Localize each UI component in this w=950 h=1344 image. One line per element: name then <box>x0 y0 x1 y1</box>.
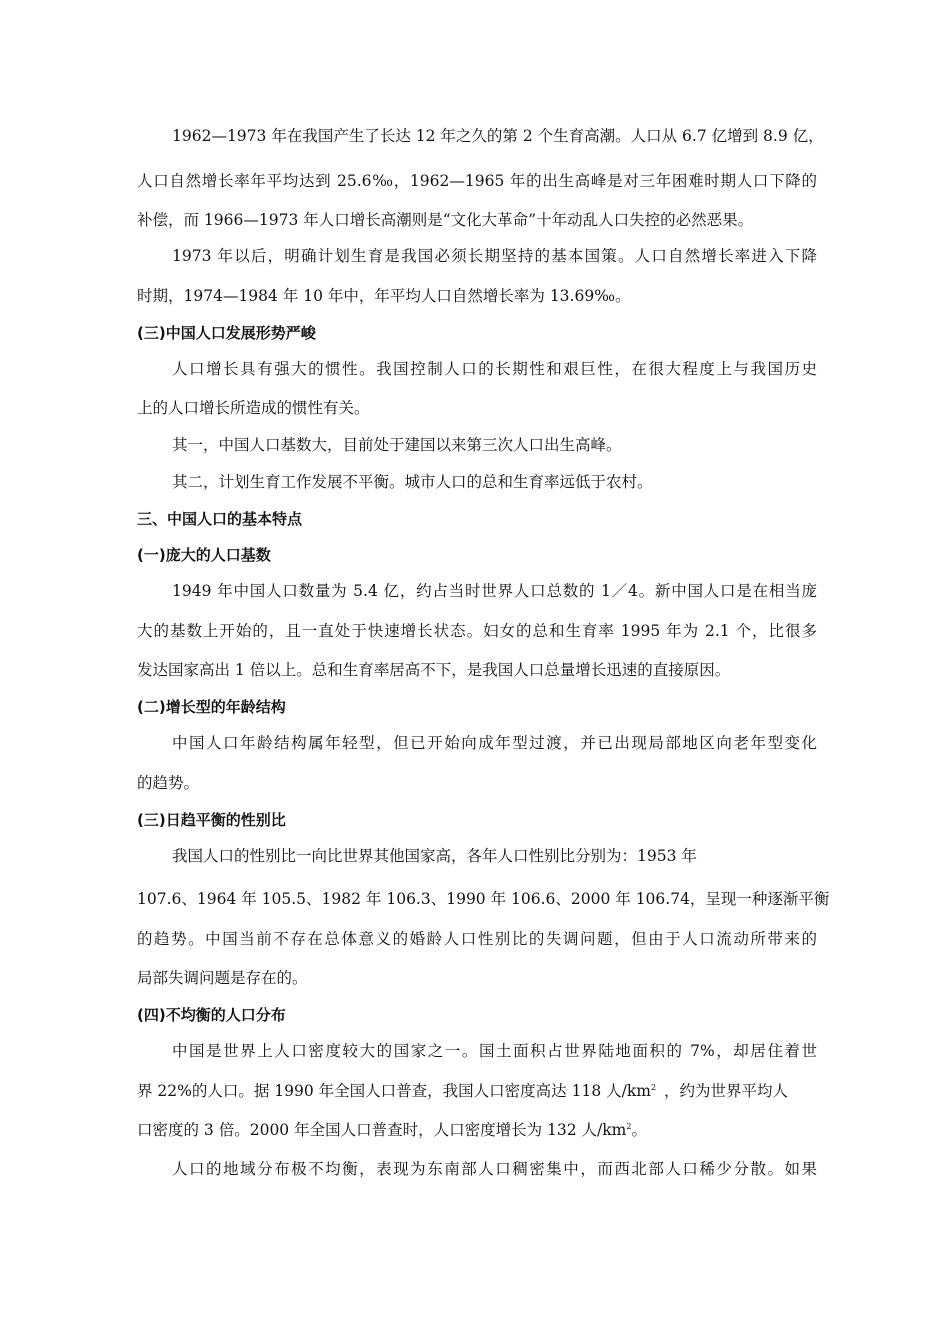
paragraph-7-line-1: 中国人口年龄结构属年轻型，但已开始向成年型过渡，并已出现局部地区向老年型变化 <box>172 734 817 752</box>
paragraph-2-line-2: 时期，1974—1984 年 10 年中，年平均人口自然增长率为 13.69‰。 <box>137 287 631 305</box>
paragraph-9-line-3-rest: 。 <box>631 1121 647 1139</box>
paragraph-3-line-2: 上的人口增长所造成的惯性有关。 <box>137 399 370 417</box>
superscript-square: 2 <box>626 1121 632 1131</box>
paragraph-9-line-1: 中国是世界上人口密度较大的国家之一。国土面积占世界陆地面积的 7%，却居住着世 <box>172 1042 817 1060</box>
heading-distribution: (四)不均衡的人口分布 <box>137 1006 286 1024</box>
paragraph-3-line-1: 人口增长具有强大的惯性。我国控制人口的长期性和艰巨性，在很大程度上与我国历史 <box>172 360 817 378</box>
paragraph-6-line-1: 1949 年中国人口数量为 5.4 亿，约占当时世界人口总数的 1／4。新中国人口是在相当庞 <box>172 582 817 600</box>
heading-sex-ratio: (三)日趋平衡的性别比 <box>137 811 286 829</box>
paragraph-8-line-1: 我国人口的性别比一向比世界其他国家高，各年人口性别比分别为：1953 年 <box>172 847 697 865</box>
superscript-square: 2 <box>650 1082 657 1092</box>
heading-population-base: (一)庞大的人口基数 <box>137 546 271 564</box>
paragraph-8-line-3: 的趋势。中国当前不存在总体意义的婚龄人口性别比的失调问题，但由于人口流动所带来的 <box>137 930 817 948</box>
paragraph-1-line-3: 补偿，而 1966—1973 年人口增长高潮则是“文化大革命”十年动乱人口失控的必然恶果。 <box>137 211 754 229</box>
paragraph-2-line-1: 1973 年以后，明确计划生育是我国必须长期坚持的基本国策。人口自然增长率进入下降 <box>172 247 817 265</box>
paragraph-1-line-2: 人口自然增长率年平均达到 25.6‰，1962—1965 年的出生高峰是对三年困难时期人口下降的 <box>137 172 817 190</box>
heading-section-3: 三、中国人口的基本特点 <box>137 510 303 528</box>
paragraph-9-line-2-rest: ，约为世界平均人 <box>664 1082 789 1100</box>
paragraph-5: 其二，计划生育工作发展不平衡。城市人口的总和生育率远低于农村。 <box>172 473 653 491</box>
paragraph-10-line-1: 人口的地域分布极不均衡，表现为东南部人口稠密集中，而西北部人口稀少分散。如果 <box>172 1160 817 1178</box>
paragraph-8-line-2: 107.6、1964 年 105.5、1982 年 106.3、1990 年 106.6、2000 年 106.74，呈现一种逐渐平衡 <box>137 890 830 908</box>
paragraph-1-line-1: 1962—1973 年在我国产生了长达 12 年之久的第 2 个生育高潮。人口从 6.7 亿增到 8.9 亿， <box>172 127 824 145</box>
paragraph-7-line-2: 的趋势。 <box>137 774 200 792</box>
heading-population-trend: (三)中国人口发展形势严峻 <box>137 324 316 342</box>
heading-age-structure: (二)增长型的年龄结构 <box>137 698 286 716</box>
paragraph-9-line-2 <box>137 1080 817 1102</box>
paragraph-9-line-2-text: 界 22%的人口。据 1990 年全国人口普查，我国人口密度高达 118 人/km <box>137 1082 651 1100</box>
paragraph-6-line-3: 发达国家高出 1 倍以上。总和生育率居高不下，是我国人口总量增长迅速的直接原因。 <box>137 661 731 679</box>
paragraph-9-line-3 <box>137 1119 817 1141</box>
paragraph-6-line-2: 大的基数上开始的，且一直处于快速增长状态。妇女的总和生育率 1995 年为 2.1 个，比很多 <box>137 622 817 640</box>
paragraph-8-line-4: 局部失调问题是存在的。 <box>137 969 308 987</box>
paragraph-9-line-3-text: 口密度的 3 倍。2000 年全国人口普查时，人口密度增长为 132 人/km <box>137 1121 627 1139</box>
paragraph-4: 其一，中国人口基数大，目前处于建国以来第三次人口出生高峰。 <box>172 436 622 454</box>
